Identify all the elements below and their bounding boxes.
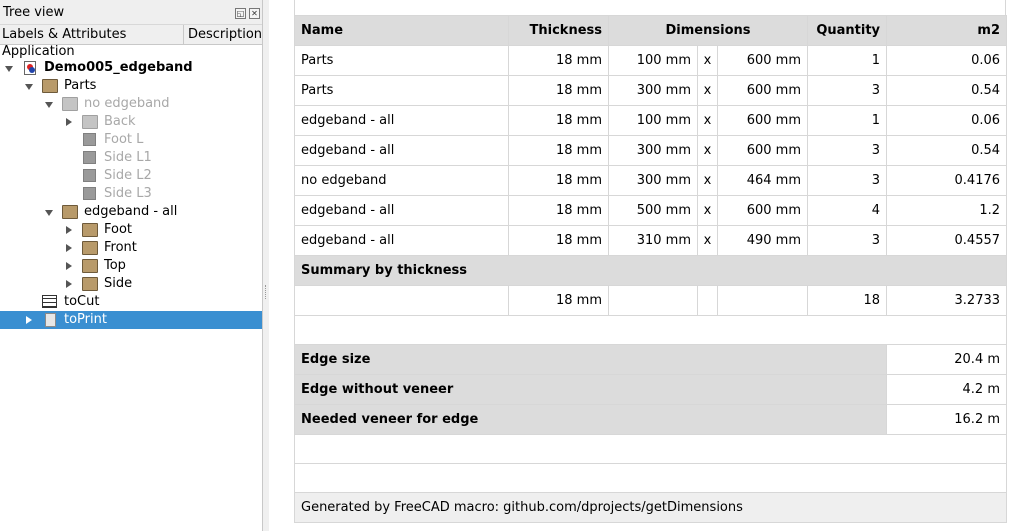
table-row — [295, 46, 1007, 76]
table-row — [295, 136, 1007, 166]
cell-m2: 0.06 — [887, 106, 1007, 136]
folder-icon — [62, 97, 78, 111]
cell-thickness: 18 mm — [509, 136, 609, 166]
tree-item-side-l2[interactable] — [0, 167, 262, 185]
summary-empty — [295, 286, 509, 316]
tree-column-header — [0, 24, 262, 45]
undock-icon[interactable]: ◱ — [236, 9, 245, 18]
cell-x: x — [698, 136, 718, 166]
tree-item-toprint[interactable] — [0, 311, 262, 329]
dimensions-table-wrap — [294, 15, 1006, 523]
folder-icon — [82, 259, 98, 273]
cell-x: x — [698, 166, 718, 196]
tree-item-back[interactable] — [0, 113, 262, 131]
close-icon[interactable]: ✕ — [249, 8, 260, 19]
tree-item-parts[interactable] — [0, 77, 262, 95]
tree-view-titlebar — [0, 0, 262, 24]
cell-quantity: 1 — [808, 46, 887, 76]
cell-name: edgeband - all — [295, 226, 509, 256]
cell-dim1: 100 mm — [609, 46, 698, 76]
spreadsheet-icon — [42, 295, 57, 308]
summary-title-row — [295, 256, 1007, 286]
cell-m2: 0.4176 — [887, 166, 1007, 196]
cell-quantity: 1 — [808, 106, 887, 136]
edge-value: 4.2 m — [887, 375, 1007, 405]
edge-label: Needed veneer for edge — [295, 405, 887, 435]
cell-dim2: 464 mm — [718, 166, 808, 196]
table-row — [295, 226, 1007, 256]
tree-item-foot-l[interactable] — [0, 131, 262, 149]
header-row — [295, 16, 1007, 46]
tree-item-label: toCut — [64, 294, 100, 309]
document-icon — [24, 61, 36, 75]
header-m2: m2 — [887, 16, 1007, 46]
cell-quantity: 3 — [808, 136, 887, 166]
tree-item-label: Foot L — [104, 132, 144, 147]
tree-item-label: no edgeband — [84, 96, 170, 111]
header-quantity: Quantity — [808, 16, 887, 46]
summary-empty — [718, 286, 808, 316]
application-label: Application — [2, 44, 75, 59]
blank-cell — [295, 316, 1007, 345]
cell-quantity: 3 — [808, 226, 887, 256]
chevron-right-icon[interactable] — [66, 118, 72, 126]
table-row — [295, 76, 1007, 106]
cell-thickness: 18 mm — [509, 76, 609, 106]
cell-x: x — [698, 46, 718, 76]
report-view — [269, 0, 1028, 531]
column-labels-attributes[interactable]: Labels & Attributes — [2, 27, 127, 42]
chevron-down-icon[interactable] — [5, 66, 13, 72]
edge-row — [295, 345, 1007, 375]
tree-item-label: Side L3 — [104, 186, 152, 201]
cell-quantity: 3 — [808, 166, 887, 196]
cell-dim2: 600 mm — [718, 136, 808, 166]
tree-item-label: Parts — [64, 78, 97, 93]
summary-quantity: 18 — [808, 286, 887, 316]
folder-icon — [82, 241, 98, 255]
cell-quantity: 4 — [808, 196, 887, 226]
chevron-right-icon[interactable] — [66, 262, 72, 270]
page-icon — [45, 313, 56, 327]
edge-label: Edge size — [295, 345, 887, 375]
cell-dim1: 310 mm — [609, 226, 698, 256]
tree-item-label: Side L1 — [104, 150, 152, 165]
cell-name: Parts — [295, 76, 509, 106]
chevron-right-icon[interactable] — [66, 244, 72, 252]
chevron-right-icon[interactable] — [26, 316, 32, 324]
tree-item-label: Side L2 — [104, 168, 152, 183]
tree-item-demo005[interactable] — [0, 59, 262, 77]
tree-item-label: Side — [104, 276, 133, 291]
header-thickness: Thickness — [509, 16, 609, 46]
tree-item-front[interactable] — [0, 239, 262, 257]
tree-item-side-l1[interactable] — [0, 149, 262, 167]
summary-empty — [609, 286, 698, 316]
header-dimensions: Dimensions — [609, 16, 808, 46]
cell-dim1: 500 mm — [609, 196, 698, 226]
blank-row — [295, 435, 1007, 464]
tree-item-label: toPrint — [64, 312, 107, 327]
blank-cell — [295, 435, 1007, 464]
tree-item-label: Top — [104, 258, 126, 273]
tree-item-label: Demo005_edgeband — [44, 60, 193, 75]
cube-icon — [83, 169, 96, 182]
blank-row — [295, 464, 1007, 493]
cell-dim2: 600 mm — [718, 106, 808, 136]
blank-cell — [295, 464, 1007, 493]
table-row — [295, 196, 1007, 226]
header-name: Name — [295, 16, 509, 46]
table-row — [295, 106, 1007, 136]
cell-thickness: 18 mm — [509, 226, 609, 256]
tree-item-foot[interactable] — [0, 221, 262, 239]
tree-view-title: Tree view — [3, 5, 65, 20]
chevron-down-icon[interactable] — [45, 210, 53, 216]
cube-icon — [83, 133, 96, 146]
tree-item-label: edgeband - all — [84, 204, 178, 219]
cell-dim1: 300 mm — [609, 136, 698, 166]
cell-dim2: 600 mm — [718, 196, 808, 226]
cell-name: edgeband - all — [295, 136, 509, 166]
tree-view-panel — [0, 0, 263, 531]
chevron-down-icon[interactable] — [45, 102, 53, 108]
summary-row — [295, 286, 1007, 316]
cell-dim1: 300 mm — [609, 166, 698, 196]
cell-thickness: 18 mm — [509, 196, 609, 226]
cell-thickness: 18 mm — [509, 106, 609, 136]
table-row — [295, 166, 1007, 196]
folder-icon — [82, 115, 98, 129]
folder-icon — [82, 277, 98, 291]
cell-x: x — [698, 226, 718, 256]
cell-x: x — [698, 196, 718, 226]
column-description[interactable]: Description — [183, 25, 262, 44]
chevron-right-icon[interactable] — [66, 280, 72, 288]
cell-m2: 1.2 — [887, 196, 1007, 226]
footer-row — [295, 493, 1007, 523]
summary-thickness: 18 mm — [509, 286, 609, 316]
cell-m2: 0.54 — [887, 136, 1007, 166]
cell-thickness: 18 mm — [509, 166, 609, 196]
footer-text: Generated by FreeCAD macro: github.com/dprojects/getDimensions — [295, 493, 1007, 523]
edge-row — [295, 405, 1007, 435]
dimensions-table — [294, 15, 1007, 523]
cell-dim2: 600 mm — [718, 76, 808, 106]
tree-item-label: Back — [104, 114, 136, 129]
edge-value: 16.2 m — [887, 405, 1007, 435]
splitter-grip[interactable] — [265, 285, 268, 299]
edge-label: Edge without veneer — [295, 375, 887, 405]
edge-value: 20.4 m — [887, 345, 1007, 375]
cell-name: no edgeband — [295, 166, 509, 196]
summary-m2: 3.2733 — [887, 286, 1007, 316]
folder-icon — [62, 205, 78, 219]
table-top-margin — [294, 0, 1006, 15]
cell-dim2: 490 mm — [718, 226, 808, 256]
chevron-right-icon[interactable] — [66, 226, 72, 234]
cell-x: x — [698, 76, 718, 106]
cell-quantity: 3 — [808, 76, 887, 106]
tree-item-label: Front — [104, 240, 137, 255]
folder-icon — [82, 223, 98, 237]
edge-row — [295, 375, 1007, 405]
folder-icon — [42, 79, 58, 93]
tree-item-no-edgeband[interactable] — [0, 95, 262, 113]
cube-icon — [83, 151, 96, 164]
cell-dim2: 600 mm — [718, 46, 808, 76]
chevron-down-icon[interactable] — [25, 84, 33, 90]
summary-title: Summary by thickness — [295, 256, 1007, 286]
cell-name: edgeband - all — [295, 106, 509, 136]
cube-icon — [83, 187, 96, 200]
cell-m2: 0.06 — [887, 46, 1007, 76]
blank-row — [295, 316, 1007, 345]
tree-item-label: Foot — [104, 222, 133, 237]
cell-m2: 0.54 — [887, 76, 1007, 106]
cell-name: edgeband - all — [295, 196, 509, 226]
cell-dim1: 300 mm — [609, 76, 698, 106]
tree-item-side[interactable] — [0, 275, 262, 293]
cell-name: Parts — [295, 46, 509, 76]
summary-empty — [698, 286, 718, 316]
tree-item-tocut[interactable] — [0, 293, 262, 311]
cell-dim1: 100 mm — [609, 106, 698, 136]
cell-x: x — [698, 106, 718, 136]
tree-item-edgeband-all[interactable] — [0, 203, 262, 221]
tree-item-top[interactable] — [0, 257, 262, 275]
tree-item-side-l3[interactable] — [0, 185, 262, 203]
cell-thickness: 18 mm — [509, 46, 609, 76]
cell-m2: 0.4557 — [887, 226, 1007, 256]
